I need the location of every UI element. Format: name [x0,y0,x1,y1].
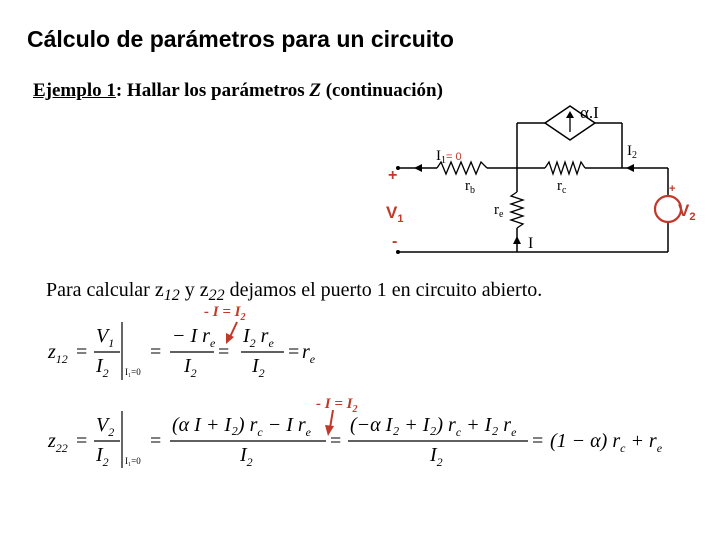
v2-plus: + [669,183,676,195]
svg-text:I2: $I_2$ [252,355,265,380]
annotation-1: - $I = I_2$ [204,304,246,323]
subtitle-text-b: (continuación) [320,80,443,101]
svg-text:re: $r_e$ [302,341,316,366]
rc-label: $r_c$ [557,178,567,196]
svg-text:I2: $I_2$ [96,444,109,469]
svg-text:z12: $z_{12}$ [48,341,68,366]
v1-minus: - [392,233,398,250]
i2-arrow [626,164,634,172]
explanation-paragraph: Para calcular $z_{12}$ y $z_{22}$ dejamos el puerto 1 en circuito abierto. [46,279,543,304]
svg-text:=: = [532,430,544,452]
rc-resistor [545,162,585,174]
svg-text:=: = [76,341,88,363]
annotation-1-arrow [230,322,237,337]
example-label: Ejemplo 1 [33,80,116,101]
svg-text:I2: $I_2$ [240,444,253,469]
annotation-2: - $I = I_2$ [316,396,358,415]
re-resistor [511,192,523,228]
rb-label: $r_b$ [465,178,475,196]
v1-label: $V_1$ [386,203,404,225]
equation-z12 [47,322,316,380]
i2-label: $I_2$ [627,143,637,161]
svg-text:(−α I₂ + I₂) rc + I₂ re: (−α I₂ + I₂) $r_c + I_2$ $r_e$ [350,414,517,439]
svg-text:=: = [76,430,88,452]
svg-text:(α I + I₂) rc − I re: (α I + I₂) $r_c - I$ $r_e$ [172,414,311,439]
terminal-1-bottom [396,250,400,254]
svg-text:=: = [218,341,230,363]
svg-text:− I re: − I $r_e$ [172,325,216,350]
svg-text:=: = [150,430,162,452]
equation-z22 [47,411,663,469]
subtitle-text-a: : Hallar los parámetros [115,80,310,101]
svg-text:V2: $V_2$ [96,414,115,439]
svg-text:I2: $I_2$ [96,355,109,380]
svg-text:=: = [150,341,162,363]
svg-text:I₁=0: I₁=0 [125,456,141,466]
svg-text:I2 re: $I_2$ $r_e$ [243,325,274,350]
subtitle-z: Z [309,80,321,101]
v2-label: $V_2$ [678,201,696,223]
i1-label: $I_1^{= 0}$ [436,148,462,166]
alpha-i-label: α.I [580,103,599,122]
svg-text:I₁=0: I₁=0 [125,367,141,377]
i1-arrow [414,164,422,172]
svg-text:I2: $I_2$ [430,444,443,469]
svg-text:V1: $V_1$ [96,325,115,350]
svg-text:=: = [330,430,342,452]
svg-text:z22: $z_{22}$ [48,430,68,455]
svg-text:I2: $I_2$ [184,355,197,380]
i-arrow [513,236,521,244]
svg-text:(1 − α) rc + re: (1 − α) $r_c + r_e$ [550,430,663,455]
re-label: $r_e$ [494,202,504,220]
i-label: I [528,235,534,252]
slide-title: Cálculo de parámetros para un circuito [27,26,454,52]
v1-plus: + [388,167,398,184]
svg-text:=: = [288,341,300,363]
